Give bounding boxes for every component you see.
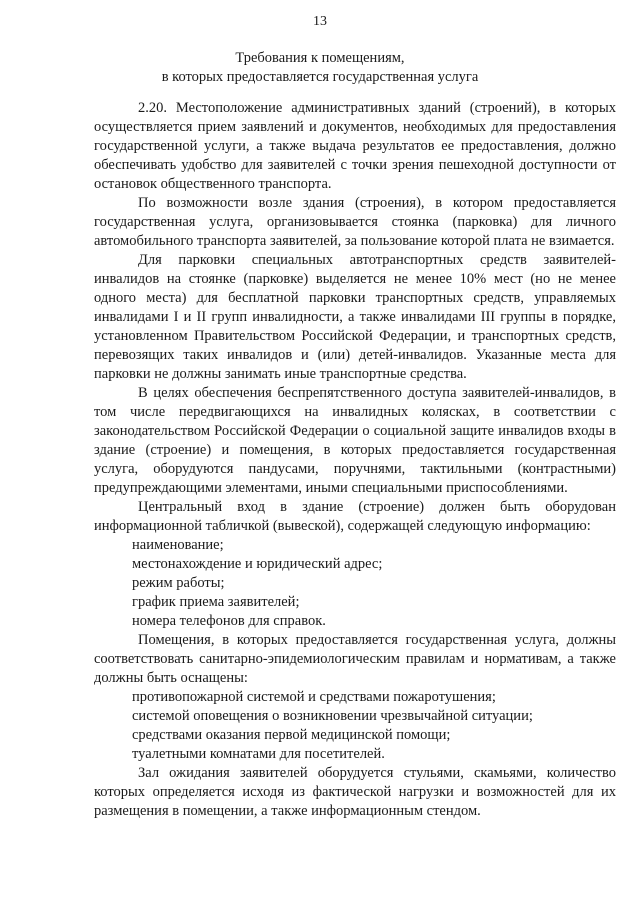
paragraph-entrance-sign: Центральный вход в здание (строение) должен быть оборудован информационной табличкой (вывеской), содержащей следующую информацию: [94,499,616,534]
sign-info-list [94,536,616,631]
list-item: местонахождение и юридический адрес; [132,556,383,572]
list-item: наименование; [132,537,224,553]
equipment-list [94,688,616,764]
list-item: системой оповещения о возникновении чрезвычайной ситуации; [132,708,533,724]
list-item: режим работы; [132,575,225,591]
section-heading [0,49,640,87]
paragraph-parking: По возможности возле здания (строения), в котором предоставляется государственная услуга, организовывается стоянка (парковка) для личного автомобильного транспорта заявителей, за пользование которой плата не взимается. [94,195,616,249]
list-item: график приема заявителей; [132,594,300,610]
paragraph-location: 2.20. Местоположение административных зданий (строений), в которых осуществляется прием заявлений и документов, необходимых для предоставления государственной услуги, а также выдача результатов ее предоставления, должно обеспечивать удобство для заявителей с точки зрения пешеходной доступности от остановок общественного транспорта. [94,100,616,192]
list-item: средствами оказания первой медицинской помощи; [132,727,451,743]
section-heading-line-2: в которых предоставляется государственная услуга [161,69,479,85]
list-item: туалетными комнатами для посетителей. [132,746,385,762]
list-item: противопожарной системой и средствами пожаротушения; [132,689,496,705]
page-number: 13 [313,14,327,29]
paragraph-disabled-parking: Для парковки специальных автотранспортных средств заявителей-инвалидов на стоянке (парковке) выделяется не менее 10% мест (но не менее одного места) для бесплатной парковки транспортных средств, управляемых инвалидами I и II групп инвалидности, а также инвалидами III группы в порядке, установленном Правительством Российской Федерации, и транспортных средств, перевозящих таких инвалидов и (или) детей-инвалидов. Указанные места для парковки не должны занимать иные транспортные средства. [94,252,616,382]
paragraph-premises-requirements: Помещения, в которых предоставляется государственная услуга, должны соответствовать санитарно-эпидемиологическим правилам и нормативам, а также должны быть оснащены: [94,632,616,686]
document-body [94,99,616,821]
section-heading-line-1: Требования к помещениям, [235,50,405,66]
paragraph-accessibility: В целях обеспечения беспрепятственного доступа заявителей-инвалидов, в том числе передвигающихся на инвалидных колясках, в соответствии с законодательством Российской Федерации о социальной защите инвалидов входы в здание (строение) и помещения, в которых предоставляется государственная услуга, оборудуются пандусами, поручнями, тактильными (контрастными) предупреждающими элементами, иными специальными приспособлениями. [94,385,616,496]
paragraph-waiting-room: Зал ожидания заявителей оборудуется стульями, скамьями, количество которых определяется исходя из фактической нагрузки и возможностей для их размещения в помещении, а также информационным стендом. [94,765,616,819]
list-item: номера телефонов для справок. [132,613,326,629]
